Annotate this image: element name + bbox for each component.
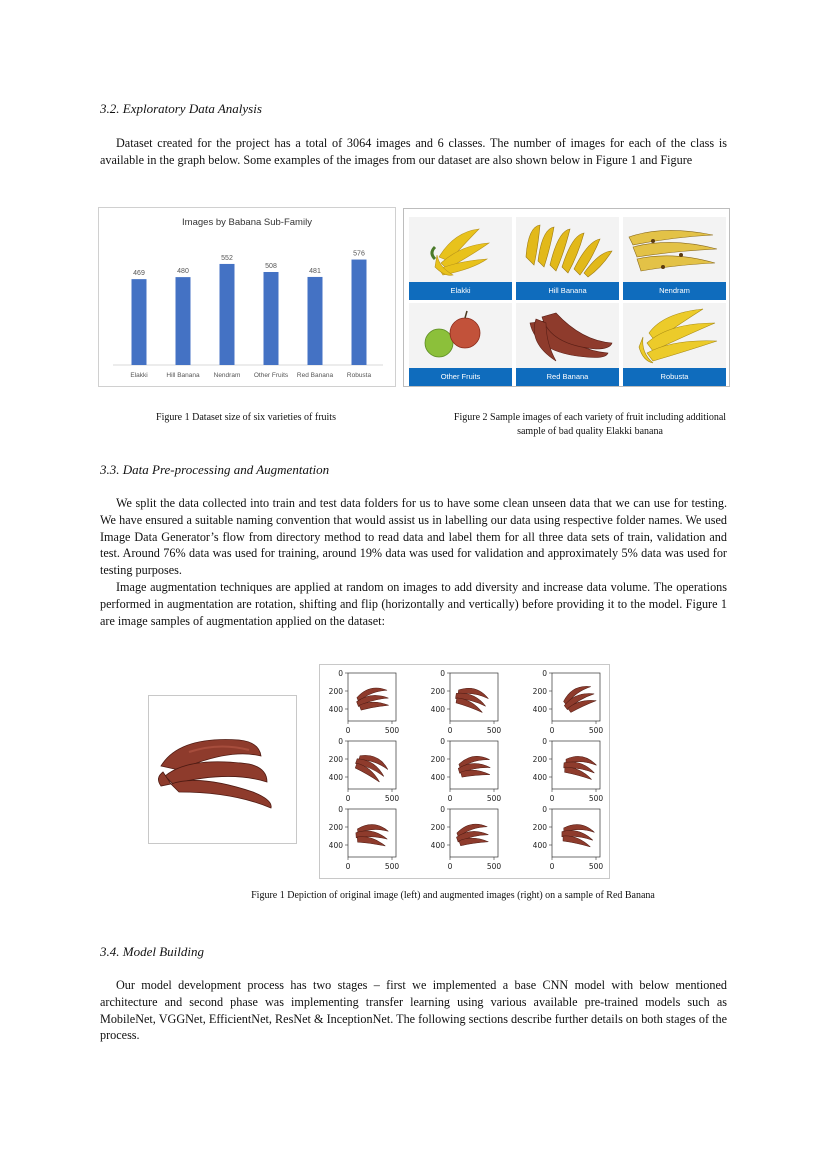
y-tick-label: 200 [328,823,343,832]
x-tick-label: 500 [486,794,502,803]
augmented-subplot [329,805,400,871]
sample-tile-elakki [409,217,512,300]
y-tick-label: 400 [328,705,343,714]
hill-banana-image [516,217,619,282]
augmented-subplot [533,805,604,871]
y-tick-label: 0 [542,737,547,746]
x-tick-label: 500 [588,862,604,871]
bar-other-fruits [264,272,279,365]
sample-tile-nendram [623,217,726,300]
augmented-subplot [431,669,502,735]
x-tick-label: 0 [549,794,555,803]
x-tick-label: 0 [447,862,453,871]
y-tick-label: 200 [532,687,547,696]
x-tick-label: 500 [588,794,604,803]
section-heading-preprocessing: 3.3. Data Pre-processing and Augmentation [100,462,330,477]
bar-value-label: 508 [265,262,277,270]
x-tick-label: Nendram [213,372,241,379]
y-tick-label: 0 [440,737,445,746]
x-tick-label: 0 [447,794,453,803]
y-tick-label: 0 [542,669,547,678]
y-tick-label: 0 [338,669,343,678]
figure-2-caption: Figure 2 Sample images of each variety of fruit including additional sample of bad quality Elakki banana [453,412,727,437]
augmented-images-plot [320,665,609,878]
section-heading-model: 3.4. Model Building [100,944,204,959]
y-tick-label: 200 [532,755,547,764]
y-tick-label: 400 [430,773,445,782]
bar-elakki [132,279,147,365]
preprocessing-paragraph-1: We split the data collected into train and test data folders for us to have some clean unseen data that we can use for testing. We have ensured a suitable naming convention that would assist us in labelling our data using respective folder names. We used Image Data Generator’s flow from directory method to read data and label them for all three data sets of train, validation and test. Around 76% data was used for training, around 19% data was used for validation and approximately 5% data was used for testing purposes. [100,496,727,578]
y-tick-label: 400 [328,841,343,850]
x-tick-label: 500 [486,862,502,871]
y-tick-label: 0 [440,669,445,678]
x-tick-label: 500 [384,794,400,803]
augmented-subplot [533,737,604,803]
sample-label: Hill Banana [516,282,619,300]
y-tick-label: 400 [532,773,547,782]
y-tick-label: 400 [328,773,343,782]
sample-label: Elakki [409,282,512,300]
x-tick-label: 500 [486,726,502,735]
y-tick-label: 200 [430,823,445,832]
augmented-subplot [329,669,400,735]
bar-value-label: 480 [177,268,189,276]
bar-nendram [220,264,235,365]
y-tick-label: 200 [328,755,343,764]
y-tick-label: 400 [532,705,547,714]
sample-label: Other Fruits [409,368,512,386]
red-banana-image [516,303,619,368]
x-tick-label: 500 [384,862,400,871]
x-tick-label: 500 [384,726,400,735]
preprocessing-paragraph-2: Image augmentation techniques are applied at random on images to add diversity and increase data volume. The operations performed in augmentation are rotation, shifting and flip (horizontally and vertically) before providing it to the model. Figure 1 are image samples of augmentation applied on the dataset: [100,579,727,628]
y-tick-label: 200 [430,755,445,764]
figure-1-chart [98,207,396,387]
sample-label: Red Banana [516,368,619,386]
bar-hill-banana [176,277,191,365]
bar-robusta [352,260,367,365]
x-tick-label: 0 [345,726,351,735]
x-tick-label: Robusta [346,372,372,379]
sample-tile-other-fruits [409,303,512,386]
x-tick-label: Hill Banana [166,372,200,379]
elakki-banana-image [409,217,512,282]
y-tick-label: 0 [338,805,343,814]
x-tick-label: Other Fruits [253,372,289,379]
y-tick-label: 400 [430,705,445,714]
original-image-frame [148,695,297,844]
bar-chart [99,208,395,386]
bar-value-label: 576 [353,250,365,258]
other-fruits-image [409,303,512,368]
x-tick-label: 0 [549,862,555,871]
x-tick-label: Red Banana [296,372,334,379]
x-tick-label: 0 [549,726,555,735]
chart-title: Images by Babana Sub-Family [182,217,312,228]
x-tick-label: 0 [345,794,351,803]
bar-value-label: 469 [133,270,145,278]
figure-2-samples [403,208,730,387]
section-heading-eda: 3.2. Exploratory Data Analysis [100,101,262,116]
figure-3-caption: Figure 1 Depiction of original image (left) and augmented images (right) on a sample of Red Banana [251,890,655,901]
model-paragraph: Our model development process has two stages – first we implemented a base CNN model with below mentioned architecture and second phase was implementing transfer learning using various available pre-trained models such as MobileNet, VGGNet, EfficientNet, ResNet & InceptionNet. The following sections describe further details on both stages of the process. [100,978,727,1043]
y-tick-label: 0 [542,805,547,814]
sample-tile-hill-banana [516,217,619,300]
x-tick-label: Elakki [130,372,148,379]
eda-paragraph: Dataset created for the project has a total of 3064 images and 6 classes. The number of images for each of the class is available in the graph below. Some examples of the images from our dataset are also shown below in Figure 1 and Figure [100,136,727,167]
y-tick-label: 200 [328,687,343,696]
sample-label: Robusta [623,368,726,386]
original-red-banana-image [149,696,296,843]
bar-value-label: 481 [309,267,321,275]
sample-tile-robusta [623,303,726,386]
y-tick-label: 400 [430,841,445,850]
augmented-subplot [431,737,502,803]
augmented-subplot [329,737,400,803]
figure-1-caption: Figure 1 Dataset size of six varieties of fruits [156,412,336,423]
augmented-images-grid [319,664,610,879]
robusta-image [623,303,726,368]
sample-label: Nendram [623,282,726,300]
nendram-image [623,217,726,282]
y-tick-label: 200 [430,687,445,696]
x-tick-label: 0 [345,862,351,871]
augmented-subplot [533,669,604,735]
x-tick-label: 500 [588,726,604,735]
y-tick-label: 0 [440,805,445,814]
augmented-subplot [431,805,502,871]
preprocessing-paragraphs [100,495,727,629]
bar-red-banana [308,277,323,365]
x-tick-label: 0 [447,726,453,735]
y-tick-label: 200 [532,823,547,832]
y-tick-label: 400 [532,841,547,850]
bar-value-label: 552 [221,254,233,262]
y-tick-label: 0 [338,737,343,746]
sample-tile-red-banana [516,303,619,386]
